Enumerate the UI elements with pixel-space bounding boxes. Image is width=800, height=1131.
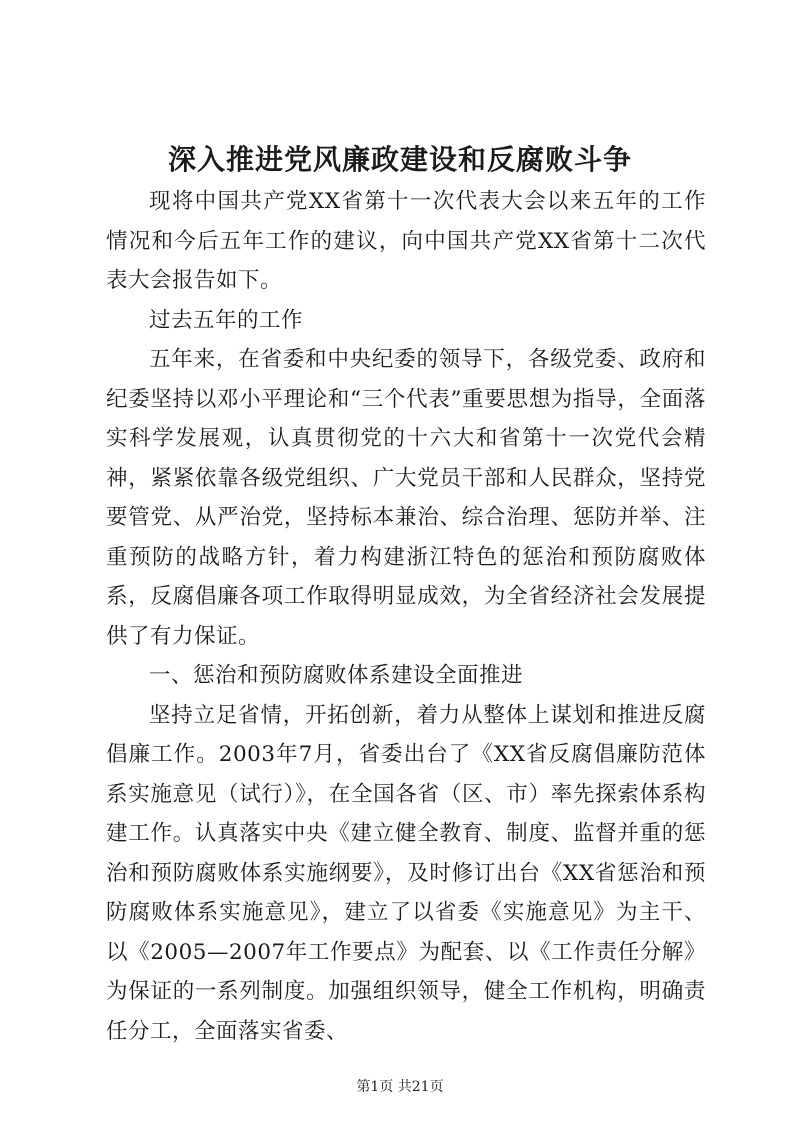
paragraph-section-heading: 过去五年的工作 (149, 307, 304, 333)
page-number-label: 第1页 共21页 (356, 1079, 444, 1095)
paragraph-summary: 五年来，在省委和中央纪委的领导下，各级党委、政府和纪委坚持以邓小平理论和“三个代表”重要思想为指导，全面落实科学发展观，认真贯彻党的十六大和省第十一次党代会精神，紧紧依靠各级党组织、广大党员干部和人民群众，坚持党要管党、从严治党，坚持标本兼治、综合治理、惩防并举、注重预防的战略方针，着力构建浙江特色的惩治和预防腐败体系，反腐倡廉各项工作取得明显成效，为全省经济社会发展提供了有力保证。 (106, 347, 706, 649)
paragraph-detail: 坚持立足省情，开拓创新，着力从整体上谋划和推进反腐倡廉工作。2003年7月，省委出台了《XX省反腐倡廉防范体系实施意见（试行）》，在全国各省（区、市）率先探索体系构建工作。认真落实中央《建立健全教育、制度、监督并重的惩治和预防腐败体系实施纲要》，及时修订出台《XX省惩治和预防腐败体系实施意见》，建立了以省委《实施意见》为主干、以《2005—2007年工作要点》为配套、以《工作责任分解》为保证的一系列制度。加强组织领导，健全工作机构，明确责任分工，全面落实省委、 (106, 702, 706, 1044)
document-body (106, 182, 706, 1051)
paragraph-subheading: 一、惩治和预防腐败体系建设全面推进 (149, 663, 524, 688)
document-title: 深入推进党风廉政建设和反腐败斗争 (167, 143, 632, 176)
paragraph-intro: 现将中国共产党XX省第十一次代表大会以来五年的工作情况和今后五年工作的建议，向中国共产党XX省第十二次代表大会报告如下。 (106, 189, 706, 293)
page-footer (0, 1077, 800, 1097)
